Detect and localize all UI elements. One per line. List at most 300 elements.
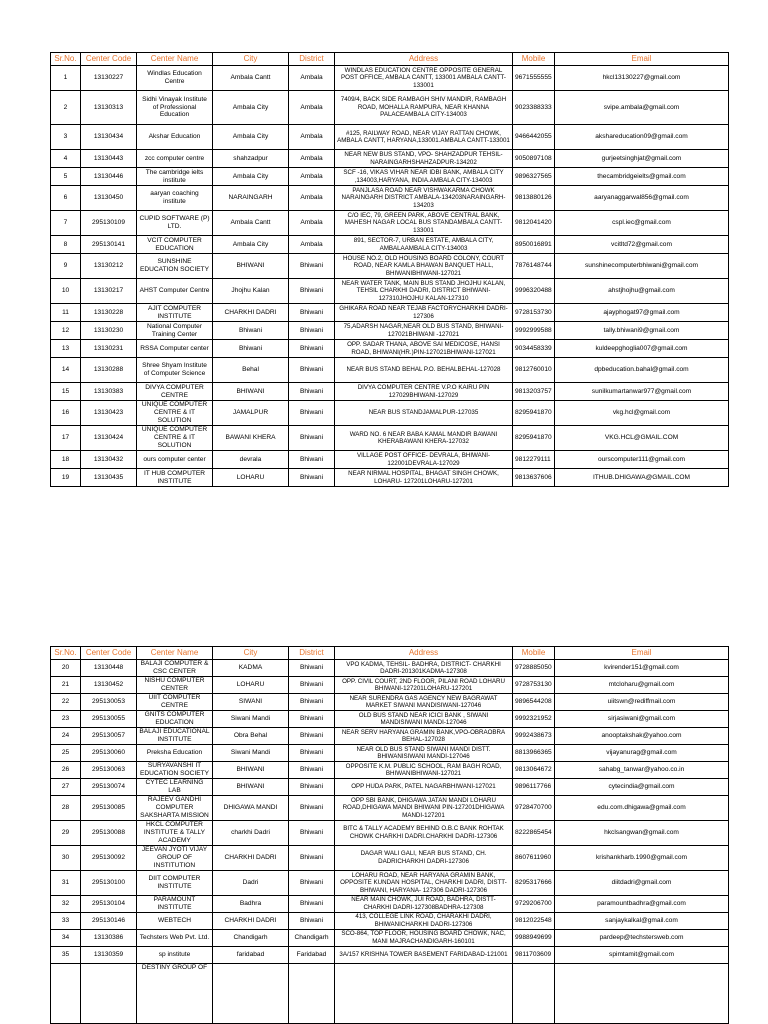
center-code-cell: 295130146 — [81, 912, 137, 929]
table-row — [51, 168, 729, 186]
address-cell: DIVYA COMPUTER CENTRE V.P.O KAIRU PIN 127029BHIWANI-127029 — [335, 383, 513, 401]
city-cell: BHIWANI — [213, 383, 289, 401]
city-cell: Ambala City — [213, 168, 289, 186]
district-cell: Ambala — [289, 168, 335, 186]
address-cell: 3A/157 KRISHNA TOWER BASEMENT FARIDABAD-121001 — [335, 946, 513, 963]
email-cell — [555, 963, 729, 1023]
district-cell: Bhiwani — [289, 728, 335, 745]
district-cell: Ambala — [289, 125, 335, 150]
address-cell: OPP. SADAR THANA, ABOVE SAI MEDICOSE, HANSI ROAD, BHIWANI(HR.)PIN-127021BHIWANI-127021 — [335, 340, 513, 358]
email-cell: dpbeducation.bahal@gmail.com — [555, 358, 729, 383]
table-row — [51, 186, 729, 211]
sr-no-cell: 20 — [51, 660, 81, 677]
table-row — [51, 963, 729, 1023]
table-row — [51, 66, 729, 91]
city-cell: Siwani Mandi — [213, 711, 289, 728]
center-code-cell: 13130228 — [81, 304, 137, 322]
sr-no-cell: 21 — [51, 677, 81, 694]
center-code-cell: 13130448 — [81, 660, 137, 677]
table-row — [51, 254, 729, 279]
address-cell: NEAR BUS STANDJAMALPUR-127035 — [335, 401, 513, 426]
mobile-cell: 8295317666 — [513, 870, 555, 895]
address-cell: OPP HUDA PARK, PATEL NAGARBHIWANI-127021 — [335, 779, 513, 796]
mobile-cell: 9728153730 — [513, 304, 555, 322]
email-cell: vcitltd72@gmail.com — [555, 236, 729, 254]
center-code-cell: 13130288 — [81, 358, 137, 383]
table-row — [51, 779, 729, 796]
sr-no-cell: 27 — [51, 779, 81, 796]
city-cell: LOHARU — [213, 469, 289, 487]
table-row — [51, 870, 729, 895]
table-row — [51, 762, 729, 779]
address-cell: OPP. CIVIL COURT, 2ND FLOOR, PILANI ROAD LOHARU BHIWANI-127201LOHARU-127201 — [335, 677, 513, 694]
center-name-cell: ours computer center — [137, 451, 213, 469]
address-cell: NEAR MAIN CHOWK, JUI ROAD, BADHRA, DISTT- CHARKHI DADRI-127308BADHRA-127308 — [335, 895, 513, 912]
sr-no-cell: 1 — [51, 66, 81, 91]
district-cell: Bhiwani — [289, 279, 335, 304]
address-cell: 413, COLLEGE LINK ROAD, CHARAKHI DADRI, BHIWANICHARKHI DADRI-127306 — [335, 912, 513, 929]
center-code-cell: 295130104 — [81, 895, 137, 912]
center-table-1 — [50, 52, 729, 487]
center-code-cell: 295130085 — [81, 795, 137, 820]
sr-no-cell: 28 — [51, 795, 81, 820]
email-cell: vkg.hcl@gmail.com — [555, 401, 729, 426]
city-cell: faridabad — [213, 946, 289, 963]
district-cell: Bhiwani — [289, 304, 335, 322]
center-code-cell: 295130141 — [81, 236, 137, 254]
address-cell: C/O IEC, 79, GREEN PARK, ABOVE CENTRAL BANK, MAHESH NAGAR LOCAL BUS STANDAMBALA CANTT-133001 — [335, 211, 513, 236]
city-cell: Badhra — [213, 895, 289, 912]
city-cell: shahzadpur — [213, 150, 289, 168]
mobile-cell: 9728753130 — [513, 677, 555, 694]
mobile-cell: 9812279111 — [513, 451, 555, 469]
sr-no-cell: 8 — [51, 236, 81, 254]
table-row — [51, 912, 729, 929]
email-cell: sunshinecomputerbhiwani@gmail.com — [555, 254, 729, 279]
sr-no-cell: 11 — [51, 304, 81, 322]
address-cell: NEAR NIRMAL HOSPITAL, BHAGAT SINGH CHOWK, LOHARU- 127201LOHARU-127201 — [335, 469, 513, 487]
mobile-cell: 8813966365 — [513, 745, 555, 762]
center-name-cell: UIIT COMPUTER CENTRE — [137, 694, 213, 711]
address-cell: OLD BUS STAND NEAR ICICI BANK , SIWANI MANDISIWANI MANDI-127046 — [335, 711, 513, 728]
district-cell: Bhiwani — [289, 451, 335, 469]
city-cell: Bhiwani — [213, 322, 289, 340]
sr-no-cell: 15 — [51, 383, 81, 401]
center-code-cell: 13130450 — [81, 186, 137, 211]
center-code-cell: 13130230 — [81, 322, 137, 340]
sr-no-cell: 18 — [51, 451, 81, 469]
mobile-cell: 9812022548 — [513, 912, 555, 929]
mobile-cell: 9811703609 — [513, 946, 555, 963]
sr-no-cell: 9 — [51, 254, 81, 279]
email-cell: kvirender151@gmail.com — [555, 660, 729, 677]
address-cell: OPP SBI BANK, DHIGAWA JATAN MANDI LOHARU ROAD,DHIGAWA MANDI BHIWANI PIN-127201DHIGAWA MANDI-127201 — [335, 795, 513, 820]
city-cell: CHARKHI DADRI — [213, 845, 289, 870]
district-cell: Bhiwani — [289, 795, 335, 820]
center-code-cell: 295130074 — [81, 779, 137, 796]
sr-no-cell: 14 — [51, 358, 81, 383]
city-cell: Ambala City — [213, 91, 289, 125]
email-cell: uiitswn@rediffmail.com — [555, 694, 729, 711]
email-header: Email — [555, 53, 729, 66]
sr-no-cell: 26 — [51, 762, 81, 779]
center-name-cell: Windlas Education Centre — [137, 66, 213, 91]
table-row — [51, 340, 729, 358]
mobile-cell: 9813203757 — [513, 383, 555, 401]
address-cell: HOUSE NO.2, OLD HOUSING BOARD COLONY, COURT ROAD, NEAR KAMLA BHAWAN BANQUET HALL, BHIWANIBHIWANI-127021 — [335, 254, 513, 279]
center-code-cell: 295130100 — [81, 870, 137, 895]
city-cell: Siwani Mandi — [213, 745, 289, 762]
district-cell: Bhiwani — [289, 401, 335, 426]
city-cell: LOHARU — [213, 677, 289, 694]
mobile-cell: 9812760010 — [513, 358, 555, 383]
sr-no-cell: 17 — [51, 426, 81, 451]
center-code-cell: 13130432 — [81, 451, 137, 469]
mobile-cell: 7876148744 — [513, 254, 555, 279]
sr-no-cell: 7 — [51, 211, 81, 236]
mobile-cell: 9813064672 — [513, 762, 555, 779]
mobile-cell: 9992999588 — [513, 322, 555, 340]
email-cell: mtcloharu@gmail.com — [555, 677, 729, 694]
center-name-cell: PARAMOUNT INSTITUTE — [137, 895, 213, 912]
district-cell: Bhiwani — [289, 340, 335, 358]
district-cell: Ambala — [289, 211, 335, 236]
center-code-cell: 13130446 — [81, 168, 137, 186]
table-row — [51, 150, 729, 168]
mobile-cell: 9896117766 — [513, 779, 555, 796]
email-cell: tally.bhiwani9@gmail.com — [555, 322, 729, 340]
center-name-cell: National Computer Training Center — [137, 322, 213, 340]
center-code-cell: 13130434 — [81, 125, 137, 150]
city-cell: Jhojhu Kalan — [213, 279, 289, 304]
email-cell: hkclsangwan@gmail.com — [555, 820, 729, 845]
table-row — [51, 820, 729, 845]
district-cell: Bhiwani — [289, 254, 335, 279]
sr-no-cell: 25 — [51, 745, 81, 762]
email-cell: kuldeepghoglia007@gmail.com — [555, 340, 729, 358]
email-cell: pardeep@techstersweb.com — [555, 929, 729, 946]
address-cell: OPPOSITE K.M. PUBLIC SCHOOL, RAM BAGH ROAD, BHIWANIBHIWANI-127021 — [335, 762, 513, 779]
mobile-cell: 9996320488 — [513, 279, 555, 304]
sr-no-cell: 19 — [51, 469, 81, 487]
district-cell: Ambala — [289, 236, 335, 254]
address-cell: PANJLASA ROAD NEAR VISHWAKARMA CHOWK NARAINGARH DISTRICT AMBALA-134203NARAINGARH-134203 — [335, 186, 513, 211]
city-cell: Ambala City — [213, 236, 289, 254]
center-name-cell: UNIQUE COMPUTER CENTRE & IT SOLUTION — [137, 426, 213, 451]
city-cell: Dadri — [213, 870, 289, 895]
table-row — [51, 426, 729, 451]
table-row — [51, 91, 729, 125]
city-cell: Chandigarh — [213, 929, 289, 946]
sr-no-cell: 16 — [51, 401, 81, 426]
email-cell: cytecindia@gmail.com — [555, 779, 729, 796]
sr-no-cell: 32 — [51, 895, 81, 912]
sr-no-cell: 22 — [51, 694, 81, 711]
city-cell: Ambala Cantt — [213, 66, 289, 91]
center-name-cell: RSSA Computer center — [137, 340, 213, 358]
city-cell: BHIWANI — [213, 254, 289, 279]
district-cell: Bhiwani — [289, 469, 335, 487]
address-cell: NEAR WATER TANK, MAIN BUS STAND JHOJHU KALAN, TEHSIL CHARKHI DADRI, DISTRICT BHIWANI-127310JHOJHU KALAN-127310 — [335, 279, 513, 304]
sr-no-cell: 34 — [51, 929, 81, 946]
city-cell: Behal — [213, 358, 289, 383]
district-cell — [289, 963, 335, 1023]
center-name-cell: CUPID SOFTWARE (P) LTD. — [137, 211, 213, 236]
sr-no-cell: 4 — [51, 150, 81, 168]
center-code-cell: 295130092 — [81, 845, 137, 870]
city-cell: Bhiwani — [213, 340, 289, 358]
center-code-cell: 295130109 — [81, 211, 137, 236]
city-cell — [213, 963, 289, 1023]
email-cell: cspl.iec@gmail.com — [555, 211, 729, 236]
center-code-cell — [81, 963, 137, 1023]
mobile-cell: 9023388333 — [513, 91, 555, 125]
email-cell: sunilkumartanwar977@gmail.com — [555, 383, 729, 401]
district-cell: Bhiwani — [289, 426, 335, 451]
address-cell: #125, RAILWAY ROAD, NEAR VIJAY RATTAN CHOWK, AMBALA CANTT, HARYANA,133001.AMBALA CANTT-133001 — [335, 125, 513, 150]
center-name-cell: NISHU COMPUTER CENTER — [137, 677, 213, 694]
center-code-cell: 13130313 — [81, 91, 137, 125]
address-cell: NEAR SERV HARYANA GRAMIN BANK,VPO-OBRAOBRA BEHAL-127028 — [335, 728, 513, 745]
center-name-cell: Preksha Education — [137, 745, 213, 762]
district-cell: Bhiwani — [289, 711, 335, 728]
city-cell: SIWANI — [213, 694, 289, 711]
table-row — [51, 401, 729, 426]
email-cell: ITHUB.DHIGAWA@GMAIL.COM — [555, 469, 729, 487]
table-row — [51, 279, 729, 304]
city-cell: BAWANI KHERA — [213, 426, 289, 451]
email-cell: vijayanurag@gmail.com — [555, 745, 729, 762]
center-name-cell: SUNSHINE EDUCATION SOCIETY — [137, 254, 213, 279]
email-cell: hkcl13130227@gmail.com — [555, 66, 729, 91]
email-cell: anooptakshak@yahoo.com — [555, 728, 729, 745]
center-name-header: Center Name — [137, 53, 213, 66]
district-cell: Bhiwani — [289, 895, 335, 912]
sr-no-cell: 33 — [51, 912, 81, 929]
table-row — [51, 322, 729, 340]
city-cell: Ambala Cantt — [213, 211, 289, 236]
mobile-cell: 9992321952 — [513, 711, 555, 728]
sr-no-cell: 31 — [51, 870, 81, 895]
address-cell — [335, 963, 513, 1023]
center-code-cell: 295130088 — [81, 820, 137, 845]
center-code-cell: 295130057 — [81, 728, 137, 745]
sr-no-cell: 6 — [51, 186, 81, 211]
mobile-cell — [513, 963, 555, 1023]
center-name-cell: SURYAVANSHI IT EDUCATION SOCIETY — [137, 762, 213, 779]
center-code-cell: 13130452 — [81, 677, 137, 694]
sr-no-cell: 23 — [51, 711, 81, 728]
district-cell: Bhiwani — [289, 358, 335, 383]
city-cell: devrala — [213, 451, 289, 469]
email-cell: ahstjhojhu@gmail.com — [555, 279, 729, 304]
email-cell: sahabg_tanwar@yahoo.co.in — [555, 762, 729, 779]
center-name-cell: HKCL COMPUTER INSTITUTE & TALLY ACADEMY — [137, 820, 213, 845]
district-cell: Bhiwani — [289, 845, 335, 870]
table-row — [51, 383, 729, 401]
mobile-header: Mobile — [513, 647, 555, 660]
address-cell: SCF -16, VIKAS VIHAR NEAR IDBI BANK, AMBALA CITY ,134003,HARYANA, INDIA.AMBALA CITY-134003 — [335, 168, 513, 186]
center-name-header: Center Name — [137, 647, 213, 660]
sr-no-cell: 3 — [51, 125, 81, 150]
sr-no-header: Sr.No. — [51, 647, 81, 660]
center-name-cell: AJIT COMPUTER INSTITUTE — [137, 304, 213, 322]
table-row — [51, 304, 729, 322]
email-cell: paramountbadhra@gmail.com — [555, 895, 729, 912]
mobile-cell: 9813880126 — [513, 186, 555, 211]
city-cell: BHIWANI — [213, 762, 289, 779]
mobile-cell: 8950016891 — [513, 236, 555, 254]
city-cell: KADMA — [213, 660, 289, 677]
mobile-cell: 9050897108 — [513, 150, 555, 168]
center-code-cell: 295130060 — [81, 745, 137, 762]
address-cell: 75,ADARSH NAGAR,NEAR OLD BUS STAND, BHIWANI-127021BHIWANI -127021 — [335, 322, 513, 340]
district-cell: Bhiwani — [289, 660, 335, 677]
email-cell: aaryanaggarwal856@gmail.com — [555, 186, 729, 211]
address-cell: NEAR NEW BUS STAND, VPO- SHAHZADPUR TEHSIL-NARAINGARHSHAHZADPUR-134202 — [335, 150, 513, 168]
center-code-cell: 295130063 — [81, 762, 137, 779]
district-cell: Bhiwani — [289, 820, 335, 845]
table-row — [51, 795, 729, 820]
center-name-cell: Shree Shyam Institute of Computer Science — [137, 358, 213, 383]
mobile-cell: 9988949699 — [513, 929, 555, 946]
district-cell: Bhiwani — [289, 870, 335, 895]
center-name-cell: Techsters Web Pvt. Ltd. — [137, 929, 213, 946]
table-row — [51, 845, 729, 870]
table-row — [51, 946, 729, 963]
center-code-cell: 13130435 — [81, 469, 137, 487]
address-header: Address — [335, 647, 513, 660]
center-code-cell: 295130055 — [81, 711, 137, 728]
email-cell: spimtamit@gmail.com — [555, 946, 729, 963]
sr-no-cell: 12 — [51, 322, 81, 340]
address-cell: GHIKARA ROAD NEAR TEJAB FACTORYCHARKHI DADRI-127306 — [335, 304, 513, 322]
email-cell: ajayphogat97@gmail.com — [555, 304, 729, 322]
center-code-cell: 13130443 — [81, 150, 137, 168]
sr-no-cell: 13 — [51, 340, 81, 358]
district-cell: Ambala — [289, 186, 335, 211]
address-cell: NEAR BUS STAND BEHAL P.O. BEHALBEHAL-127028 — [335, 358, 513, 383]
center-code-cell: 13130227 — [81, 66, 137, 91]
center-name-cell: DIIT COMPUTER INSTITUTE — [137, 870, 213, 895]
district-cell: Bhiwani — [289, 322, 335, 340]
mobile-cell: 9992438673 — [513, 728, 555, 745]
email-cell: diitdadri@gmail.com — [555, 870, 729, 895]
sr-no-cell: 10 — [51, 279, 81, 304]
center-name-cell: aaryan coaching institute — [137, 186, 213, 211]
center-name-cell: WEBTECH — [137, 912, 213, 929]
center-name-cell: DIVYA COMPUTER CENTRE — [137, 383, 213, 401]
district-cell: Ambala — [289, 66, 335, 91]
district-cell: Bhiwani — [289, 779, 335, 796]
city-cell: charkhi Dadri — [213, 820, 289, 845]
mobile-cell: 9728885050 — [513, 660, 555, 677]
sr-no-cell: 35 — [51, 946, 81, 963]
table-row — [51, 728, 729, 745]
district-cell: Ambala — [289, 150, 335, 168]
city-cell: CHARKHI DADRI — [213, 912, 289, 929]
address-header: Address — [335, 53, 513, 66]
address-cell: WARD NO. 6 NEAR BABA KAMAL MANDIR BAWANI KHERABAWANI KHERA-127032 — [335, 426, 513, 451]
district-cell: Bhiwani — [289, 694, 335, 711]
center-name-cell: CYTEC LEARNING LAB — [137, 779, 213, 796]
table-row — [51, 929, 729, 946]
table-row — [51, 711, 729, 728]
table-row — [51, 745, 729, 762]
center-table-2 — [50, 646, 729, 1024]
district-cell: Ambala — [289, 91, 335, 125]
email-cell: thecambridgeielts@gmail.com — [555, 168, 729, 186]
table-row — [51, 895, 729, 912]
sr-no-header: Sr.No. — [51, 53, 81, 66]
center-name-cell: AHST Computer Centre — [137, 279, 213, 304]
city-header: City — [213, 53, 289, 66]
center-name-cell: The cambridge ielts institute — [137, 168, 213, 186]
mobile-cell: 9896544208 — [513, 694, 555, 711]
table-row — [51, 125, 729, 150]
district-cell: Chandigarh — [289, 929, 335, 946]
address-cell: LOHARU ROAD, NEAR HARYANA GRAMIN BANK, OPPOSITE KUNDAN HOSPITAL, CHARKHI DADRI, DISTT- BHIWANI, HARYANA- 127306 DADRI-127306 — [335, 870, 513, 895]
center-code-header: Center Code — [81, 647, 137, 660]
email-cell: ourscomputer111@gmail.com — [555, 451, 729, 469]
center-code-cell: 295130053 — [81, 694, 137, 711]
table-row — [51, 451, 729, 469]
sr-no-cell — [51, 963, 81, 1023]
district-cell: Bhiwani — [289, 677, 335, 694]
table-row — [51, 469, 729, 487]
email-cell: akshareducation09@gmail.com — [555, 125, 729, 150]
table-row — [51, 236, 729, 254]
address-cell: 7409/4, BACK SIDE RAMBAGH SHIV MANDIR, RAMBAGH ROAD, MOHALLA RAMPURA, NEAR KHANNA PALACEAMBALA CITY-134003 — [335, 91, 513, 125]
mobile-cell: 9728470700 — [513, 795, 555, 820]
table-row — [51, 677, 729, 694]
center-name-cell: Akshar Education — [137, 125, 213, 150]
center-code-header: Center Code — [81, 53, 137, 66]
table-row — [51, 358, 729, 383]
address-cell: NEAR OLD BUS STAND SIWANI MANDI DISTT. BHIWANISIWANI MANDI-127046 — [335, 745, 513, 762]
table-row — [51, 660, 729, 677]
email-cell: edu.com.dhigawa@gmail.com — [555, 795, 729, 820]
center-name-cell: IT HUB COMPUTER INSTITUTE — [137, 469, 213, 487]
mobile-cell: 9466442055 — [513, 125, 555, 150]
mobile-header: Mobile — [513, 53, 555, 66]
center-code-cell: 13130212 — [81, 254, 137, 279]
header-row — [51, 53, 729, 66]
city-cell: BHIWANI — [213, 779, 289, 796]
center-code-cell: 13130383 — [81, 383, 137, 401]
mobile-cell: 8295941870 — [513, 426, 555, 451]
center-name-cell: DESTINY GROUP OF — [137, 963, 213, 1023]
city-cell: Obra Behal — [213, 728, 289, 745]
sr-no-cell: 30 — [51, 845, 81, 870]
sr-no-cell: 24 — [51, 728, 81, 745]
address-cell: DAGAR WALI GALI, NEAR BUS STAND, CH. DADRICHARKHI DADRI-127306 — [335, 845, 513, 870]
center-name-cell: zcc computer centre — [137, 150, 213, 168]
email-cell: sanjaykalkal@gmail.com — [555, 912, 729, 929]
center-name-cell: VCIT COMPUTER EDUCATION — [137, 236, 213, 254]
center-code-cell: 13130423 — [81, 401, 137, 426]
district-cell: Bhiwani — [289, 383, 335, 401]
center-name-cell: JEEVAN JYOTI VIJAY GROUP OF INSTITUTION — [137, 845, 213, 870]
email-header: Email — [555, 647, 729, 660]
table-row — [51, 211, 729, 236]
sr-no-cell: 2 — [51, 91, 81, 125]
mobile-cell: 9034458339 — [513, 340, 555, 358]
center-name-cell: UNIQUE COMPUTER CENTRE & IT SOLUTION — [137, 401, 213, 426]
district-cell: Bhiwani — [289, 762, 335, 779]
mobile-cell: 9813637606 — [513, 469, 555, 487]
district-cell: Bhiwani — [289, 912, 335, 929]
